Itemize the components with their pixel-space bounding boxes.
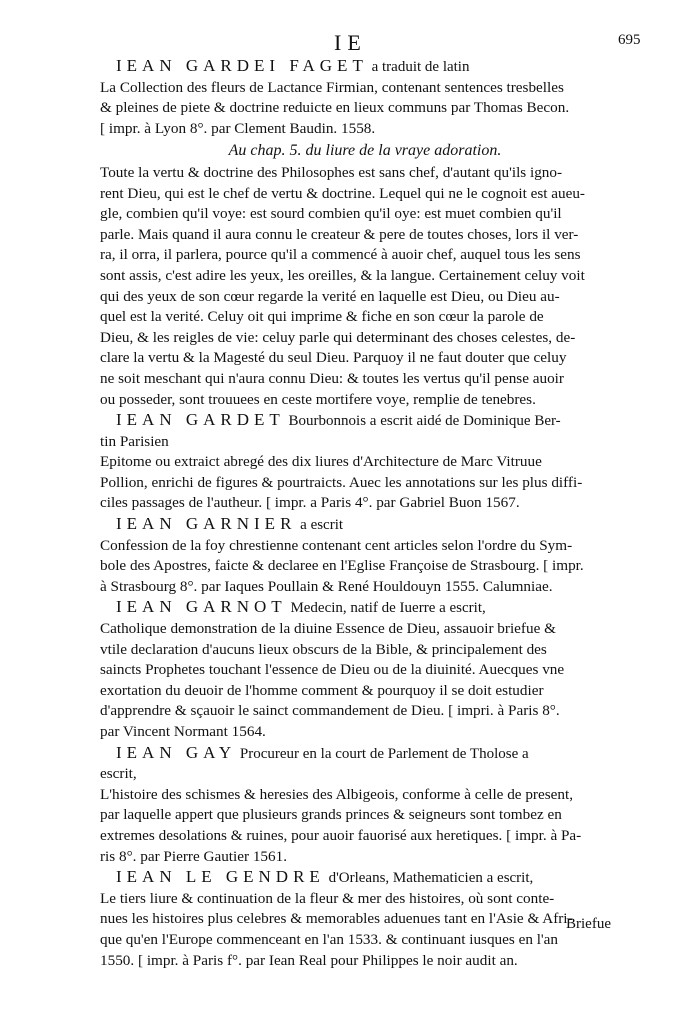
text-line: d'apprendre & sçauoir le sainct commandement de Dieu. [ impri. à Paris 8°. <box>100 702 560 720</box>
text-line: tin Parisien <box>100 432 169 450</box>
section-heading: Au chap. 5. du liure de la vraye adoration. <box>228 142 502 160</box>
text-line: Dieu, & les reigles de vie: celuy parle qui determinant des choses celestes, de- <box>100 328 576 346</box>
text-line: La Collection des fleurs de Lactance Firmian, contenant sentences tresbelles <box>100 78 564 96</box>
catchword: Briefue <box>566 916 611 932</box>
text-line: rent Dieu, qui est le chef de vertu & doctrine. Lequel qui ne le cognoit est aueu- <box>100 184 585 202</box>
text-line: à Strasbourg 8°. par Iaques Poullain & René Houldouyn 1555. Calumniae. <box>100 577 553 595</box>
author-description: Procureur en la court de Parlement de Tholose a <box>236 745 529 762</box>
text-line: Le tiers liure & continuation de la fleur & mer des histoires, où sont conte- <box>100 889 555 907</box>
author-description: a traduit de latin <box>367 59 470 75</box>
author-description: d'Orleans, Mathematicien a escrit, <box>324 870 534 887</box>
text-line: ou posseder, sont trouuees en ceste mortifere voye, remplie de tenebres. <box>100 390 536 408</box>
text-line: que qu'en l'Europe commenceant en l'an 1533. & continuant iusques en l'an <box>100 930 559 948</box>
text-line: L'histoire des schismes & heresies des Albigeois, conforme à celle de present, <box>100 785 573 803</box>
author-description: Medecin, natif de Iuerre a escrit, <box>286 600 486 617</box>
text-line: clare la vertu & la Magesté du seul Dieu. Parquoy il ne faut douter que celuy <box>100 349 567 367</box>
running-head: IE <box>334 30 367 55</box>
entry <box>100 597 630 742</box>
text-line: ra, il orra, il parlera, pource qu'il a commencé à auoir chef, auquel tous les sens <box>100 246 581 264</box>
page-number: 695 <box>618 32 641 48</box>
entry-author-line <box>100 56 630 78</box>
entry <box>100 410 630 514</box>
author-description: a escrit <box>296 517 344 534</box>
text-line: ciles passages de l'autheur. [ impr. a Paris 4°. par Gabriel Buon 1567. <box>100 494 520 512</box>
entry <box>100 743 630 868</box>
text-line: vtile declaration d'aucuns lieux obscurs de la Bible, & principalement des <box>100 640 547 658</box>
author-name: IEAN GARDET <box>116 410 285 430</box>
text-line: bole des Apostres, faicte & declaree en l'Eglise Françoise de Strasbourg. [ impr. <box>100 557 584 575</box>
author-name: IEAN LE GENDRE <box>116 867 325 887</box>
text-line: Toute la vertu & doctrine des Philosophes est sans chef, d'autant qu'ils igno- <box>100 163 563 181</box>
page-body <box>100 56 630 971</box>
text-line: ris 8°. par Pierre Gautier 1561. <box>100 847 288 865</box>
entry <box>100 867 630 971</box>
text-line: par Vincent Normant 1564. <box>100 723 266 740</box>
text-line: saincts Prophetes touchant l'essence de Dieu ou de la diuinité. Auecques vne <box>100 661 565 679</box>
text-line: extremes desolations & ruines, pour auoir fauorisé aux heretiques. [ impr. à Pa- <box>100 826 582 844</box>
text-line: Pollion, enrichi de figures & pourtraicts. Auec les annotations sur les plus diffi- <box>100 473 583 491</box>
author-description: Bourbonnois a escrit aidé de Dominique Ber- <box>284 413 561 430</box>
entry-author-line <box>100 743 630 765</box>
entry-author-line <box>100 514 630 536</box>
text-line: exortation du deuoir de l'homme comment & pourquoy il se doit estudier <box>100 681 544 699</box>
text-line: parle. Mais quand il aura connu le createur & pere de toutes choses, lors il ver- <box>100 225 579 243</box>
entry <box>100 56 630 139</box>
entry-author-line <box>100 867 630 889</box>
text-line: ne soit meschant qui n'aura connu Dieu: & toutes les vertus qu'il pense auoir <box>100 369 564 387</box>
text-line: nues les histoires plus celebres & memorables aduenues tant en l'Asie & Afri- <box>100 910 573 928</box>
text-line: quel est la verité. Celuy oit qui imprime & fiche en son cœur la parole de <box>100 308 544 326</box>
text-line: [ impr. à Lyon 8°. par Clement Baudin. 1558. <box>100 119 376 137</box>
author-name: IEAN GARNIER <box>116 514 297 534</box>
author-name: IEAN GAY <box>116 742 237 762</box>
text-line: sont assis, c'est adire les yeux, les oreilles, & la langue. Certainement celuy voit <box>100 266 585 284</box>
text-line: qui des yeux de son cœur regarde la verité en laquelle est Dieu, ou Dieu au- <box>100 287 560 305</box>
text-line: Epitome ou extraict abregé des dix liures d'Architecture de Marc Vitruue <box>100 453 542 471</box>
text-line: gle, combien qu'il voye: est sourd combien qu'il oye: est muet combien qu'il <box>100 205 562 223</box>
text-line: par laquelle appert que plusieurs grands princes & seigneurs sont tombez en <box>100 806 562 824</box>
entry <box>100 514 630 597</box>
author-name: IEAN GARNOT <box>116 597 287 617</box>
text-line: Catholique demonstration de la diuine Essence de Dieu, assauoir briefue & <box>100 620 556 638</box>
author-name: IEAN GARDEI FAGET <box>116 56 368 75</box>
text-line: Confession de la foy chrestienne contenant cent articles selon l'ordre du Sym- <box>100 536 573 554</box>
text-line: escrit, <box>100 765 137 783</box>
text-line: 1550. [ impr. à Paris f°. par Iean Real pour Philippes le noir audit an. <box>100 951 518 969</box>
entry-author-line <box>100 410 630 432</box>
entry-author-line <box>100 597 630 619</box>
quotation-section <box>100 141 630 410</box>
text-line: & pleines de piete & doctrine reduicte en lieux communs par Thomas Becon. <box>100 99 570 117</box>
